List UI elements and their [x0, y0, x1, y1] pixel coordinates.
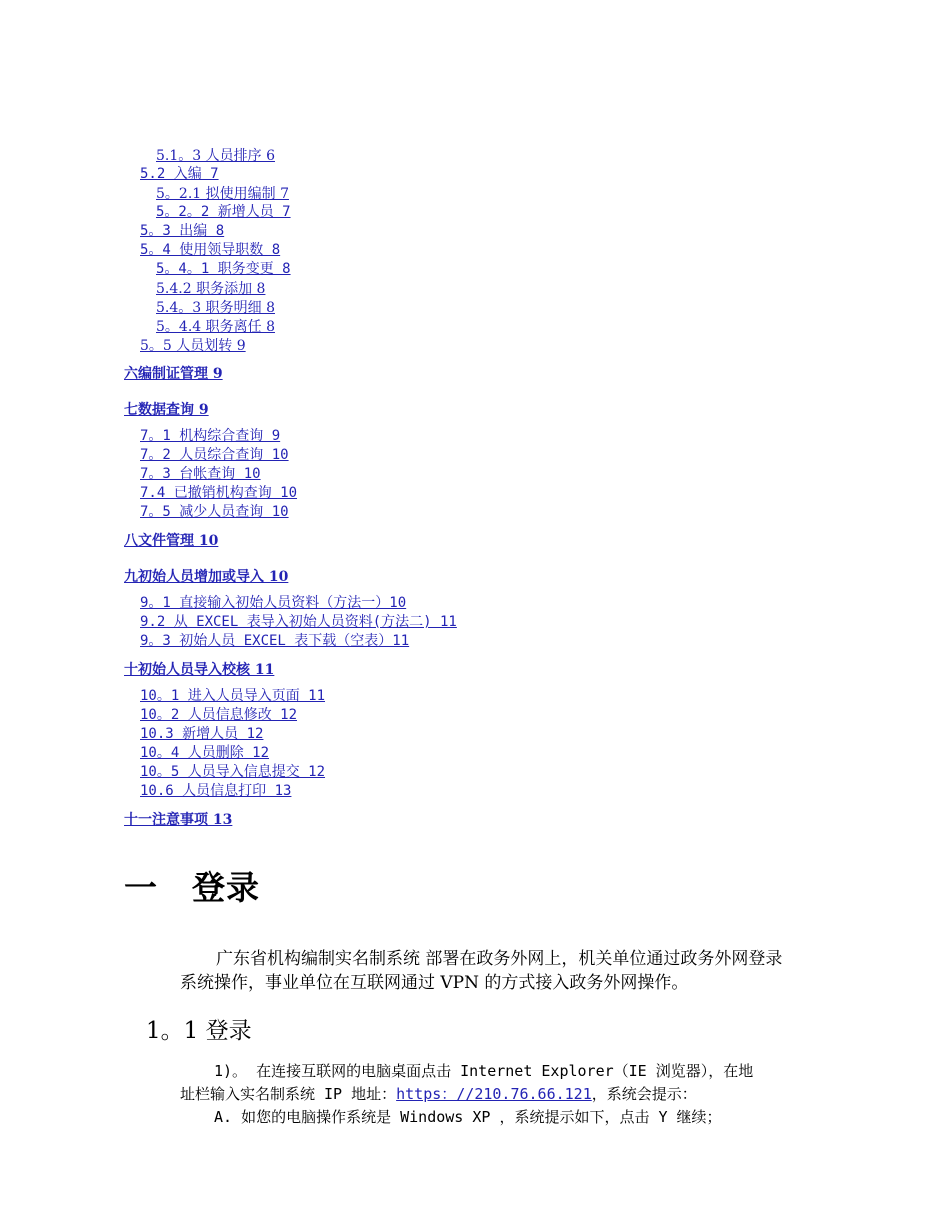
- step-1-line-2: [180, 1083, 697, 1105]
- intro-paragraph-line-1: 广东省机构编制实名制系统 部署在政务外网上，机关单位通过政务外网登录: [216, 949, 783, 969]
- section-title: 登录: [192, 868, 260, 907]
- section-number: 一: [124, 868, 158, 907]
- step-1-suffix: ，系统会提示：: [591, 1085, 697, 1103]
- toc-link-5-4[interactable]: 5。4 使用领导职数 8: [140, 242, 281, 258]
- toc-link-chapter-9[interactable]: 九初始人员增加或导入 10: [124, 569, 289, 585]
- toc-link-chapter-11[interactable]: 十一注意事项 13: [124, 812, 233, 828]
- toc-link-chapter-7[interactable]: 七数据查询 9: [124, 402, 209, 418]
- step-1-line-1: 1)。 在连接互联网的电脑桌面点击 Internet Explorer（IE 浏览器），在地: [214, 1062, 754, 1080]
- section-heading-login: [124, 862, 260, 909]
- toc-link-7-1[interactable]: 7。1 机构综合查询 9: [140, 428, 281, 444]
- toc-link-7-3[interactable]: 7。3 台帐查询 10: [140, 466, 261, 482]
- toc-link-10-6[interactable]: 10.6 人员信息打印 13: [140, 783, 292, 799]
- system-ip-link[interactable]: https：//210.76.66.121: [396, 1085, 592, 1103]
- toc-link-chapter-8[interactable]: 八文件管理 10: [124, 533, 219, 549]
- toc-link-5-4-3[interactable]: 5.4。3 职务明细 8: [156, 300, 275, 316]
- step-a-line: A. 如您的电脑操作系统是 Windows XP ，系统提示如下，点击 Y 继续；: [214, 1108, 722, 1126]
- toc-link-5-5[interactable]: 5。5 人员划转 9: [140, 338, 246, 354]
- toc-link-9-2[interactable]: 9.2 从 EXCEL 表导入初始人员资料(方法二) 11: [140, 614, 457, 630]
- toc-link-7-5[interactable]: 7。5 减少人员查询 10: [140, 504, 289, 520]
- subsection-heading-login: 1。1 登录: [146, 1018, 252, 1044]
- toc-link-10-4[interactable]: 10。4 人员删除 12: [140, 745, 270, 761]
- toc-link-10-3[interactable]: 10.3 新增人员 12: [140, 726, 264, 742]
- toc-link-5-1-3[interactable]: 5.1。3 人员排序 6: [156, 148, 275, 164]
- toc-link-10-1[interactable]: 10。1 进入人员导入页面 11: [140, 688, 326, 704]
- toc-link-5-4-2[interactable]: 5.4.2 职务添加 8: [156, 281, 266, 297]
- toc-link-5-2-1[interactable]: 5。2.1 拟使用编制 7: [156, 186, 289, 202]
- toc-link-9-1[interactable]: 9。1 直接输入初始人员资料（方法一）10: [140, 595, 407, 611]
- toc-link-5-2-2[interactable]: 5。2。2 新增人员 7: [156, 204, 291, 220]
- toc-link-chapter-6[interactable]: 六编制证管理 9: [124, 366, 223, 382]
- toc-link-5-4-1[interactable]: 5。4。1 职务变更 8: [156, 261, 291, 277]
- toc-link-10-5[interactable]: 10。5 人员导入信息提交 12: [140, 764, 326, 780]
- toc-link-5-4-4[interactable]: 5。4.4 职务离任 8: [156, 319, 275, 335]
- step-1-text: 址栏输入实名制系统 IP 地址：: [180, 1085, 397, 1103]
- toc-link-10-2[interactable]: 10。2 人员信息修改 12: [140, 707, 298, 723]
- toc-link-7-4[interactable]: 7.4 已撤销机构查询 10: [140, 485, 298, 501]
- toc-link-7-2[interactable]: 7。2 人员综合查询 10: [140, 447, 289, 463]
- toc-link-5-2[interactable]: 5.2 入编 7: [140, 166, 219, 182]
- intro-paragraph-line-2: 系统操作，事业单位在互联网通过 VPN 的方式接入政务外网操作。: [180, 973, 689, 993]
- toc-link-chapter-10[interactable]: 十初始人员导入校核 11: [124, 662, 275, 678]
- toc-link-5-3[interactable]: 5。3 出编 8: [140, 223, 225, 239]
- toc-link-9-3[interactable]: 9。3 初始人员 EXCEL 表下载（空表）11: [140, 633, 410, 649]
